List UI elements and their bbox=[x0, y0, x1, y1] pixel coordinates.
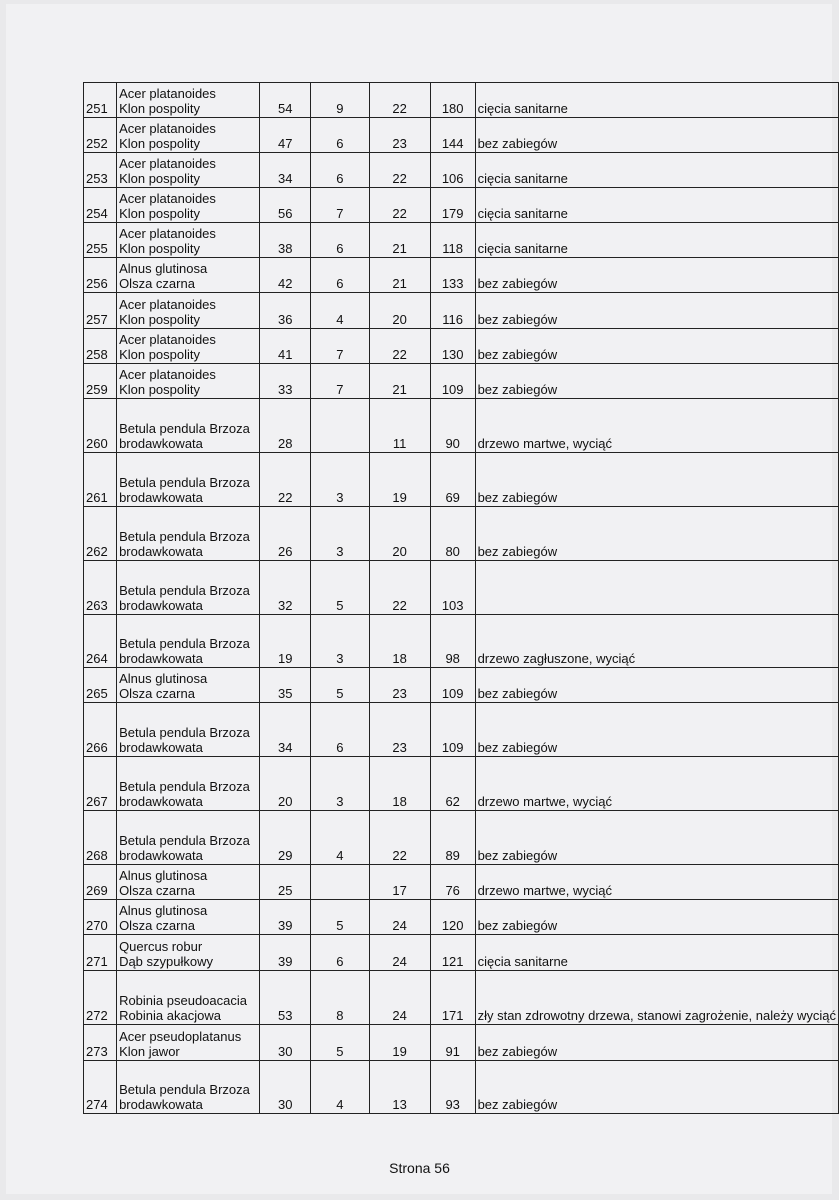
species-cell bbox=[117, 561, 260, 615]
value-cell-4: 69 bbox=[430, 453, 475, 507]
table-row bbox=[84, 118, 839, 153]
species-polish-name: brodawkowata bbox=[119, 1097, 203, 1112]
species-cell bbox=[117, 703, 260, 757]
value-cell-1: 29 bbox=[260, 811, 311, 865]
species-polish-name: Klon pospolity bbox=[119, 382, 201, 397]
species-polish-name: Klon pospolity bbox=[119, 101, 201, 116]
value-cell-2: 6 bbox=[311, 223, 369, 258]
tree-number-cell: 270 bbox=[84, 900, 117, 935]
value-cell-2: 3 bbox=[311, 757, 369, 811]
value-cell-2: 5 bbox=[311, 1025, 369, 1061]
value-cell-1: 39 bbox=[260, 935, 311, 971]
value-cell-4: 116 bbox=[430, 293, 475, 329]
species-latin-name: Alnus glutinosa bbox=[119, 261, 208, 276]
species-polish-name: brodawkowata bbox=[119, 598, 203, 613]
species-latin-name: Betula pendula Brzoza bbox=[119, 833, 250, 848]
tree-number-cell: 258 bbox=[84, 329, 117, 364]
tree-number-cell: 260 bbox=[84, 399, 117, 453]
species-polish-name: brodawkowata bbox=[119, 794, 203, 809]
value-cell-4: 121 bbox=[430, 935, 475, 971]
value-cell-2: 5 bbox=[311, 561, 369, 615]
species-polish-name: brodawkowata bbox=[119, 490, 203, 505]
value-cell-2: 3 bbox=[311, 453, 369, 507]
tree-number-cell: 256 bbox=[84, 258, 117, 293]
value-cell-4: 144 bbox=[430, 118, 475, 153]
value-cell-3: 18 bbox=[369, 757, 430, 811]
table-row bbox=[84, 615, 839, 668]
table-row bbox=[84, 561, 839, 615]
value-cell-2: 4 bbox=[311, 293, 369, 329]
species-cell bbox=[117, 615, 260, 668]
value-cell-4: 109 bbox=[430, 668, 475, 703]
value-cell-2: 5 bbox=[311, 668, 369, 703]
species-latin-name: Robinia pseudoacacia bbox=[119, 993, 247, 1008]
species-cell bbox=[117, 329, 260, 364]
value-cell-3: 11 bbox=[369, 399, 430, 453]
value-cell-3: 24 bbox=[369, 900, 430, 935]
value-cell-3: 18 bbox=[369, 615, 430, 668]
table-row bbox=[84, 1061, 839, 1114]
value-cell-2: 6 bbox=[311, 703, 369, 757]
value-cell-1: 30 bbox=[260, 1025, 311, 1061]
species-polish-name: Olsza czarna bbox=[119, 883, 195, 898]
value-cell-1: 28 bbox=[260, 399, 311, 453]
value-cell-4: 180 bbox=[430, 83, 475, 118]
species-cell bbox=[117, 865, 260, 900]
table-row bbox=[84, 757, 839, 811]
species-cell bbox=[117, 935, 260, 971]
table-row bbox=[84, 83, 839, 118]
species-latin-name: Acer platanoides bbox=[119, 191, 216, 206]
species-cell bbox=[117, 900, 260, 935]
value-cell-1: 34 bbox=[260, 153, 311, 188]
species-latin-name: Betula pendula Brzoza bbox=[119, 529, 250, 544]
species-latin-name: Acer platanoides bbox=[119, 367, 216, 382]
value-cell-1: 38 bbox=[260, 223, 311, 258]
table-row bbox=[84, 223, 839, 258]
species-cell bbox=[117, 453, 260, 507]
tree-number-cell: 267 bbox=[84, 757, 117, 811]
value-cell-1: 22 bbox=[260, 453, 311, 507]
table-row bbox=[84, 900, 839, 935]
tree-number-cell: 257 bbox=[84, 293, 117, 329]
value-cell-3: 22 bbox=[369, 329, 430, 364]
tree-number-cell: 263 bbox=[84, 561, 117, 615]
value-cell-3: 23 bbox=[369, 118, 430, 153]
value-cell-2: 9 bbox=[311, 83, 369, 118]
treatment-note-cell: drzewo zagłuszone, wyciąć bbox=[475, 615, 838, 668]
value-cell-1: 56 bbox=[260, 188, 311, 223]
species-polish-name: brodawkowata bbox=[119, 740, 203, 755]
value-cell-2: 7 bbox=[311, 329, 369, 364]
treatment-note-cell: drzewo martwe, wyciąć bbox=[475, 865, 838, 900]
table-row bbox=[84, 971, 839, 1025]
species-latin-name: Alnus glutinosa bbox=[119, 903, 208, 918]
value-cell-3: 22 bbox=[369, 83, 430, 118]
value-cell-4: 109 bbox=[430, 364, 475, 399]
treatment-note-cell: bez zabiegów bbox=[475, 507, 838, 561]
value-cell-1: 30 bbox=[260, 1061, 311, 1114]
tree-number-cell: 252 bbox=[84, 118, 117, 153]
tree-inventory-table bbox=[83, 82, 839, 1114]
species-cell bbox=[117, 118, 260, 153]
species-cell bbox=[117, 364, 260, 399]
value-cell-1: 20 bbox=[260, 757, 311, 811]
species-latin-name: Betula pendula Brzoza bbox=[119, 779, 250, 794]
treatment-note-cell: bez zabiegów bbox=[475, 1025, 838, 1061]
tree-number-cell: 255 bbox=[84, 223, 117, 258]
value-cell-2: 6 bbox=[311, 935, 369, 971]
species-latin-name: Betula pendula Brzoza bbox=[119, 725, 250, 740]
value-cell-1: 19 bbox=[260, 615, 311, 668]
species-latin-name: Acer platanoides bbox=[119, 297, 216, 312]
tree-number-cell: 269 bbox=[84, 865, 117, 900]
species-cell bbox=[117, 188, 260, 223]
species-cell bbox=[117, 1061, 260, 1114]
value-cell-2: 6 bbox=[311, 118, 369, 153]
species-latin-name: Alnus glutinosa bbox=[119, 671, 208, 686]
value-cell-4: 130 bbox=[430, 329, 475, 364]
table-row bbox=[84, 811, 839, 865]
value-cell-3: 19 bbox=[369, 453, 430, 507]
value-cell-4: 76 bbox=[430, 865, 475, 900]
species-polish-name: Klon pospolity bbox=[119, 241, 201, 256]
value-cell-2: 4 bbox=[311, 811, 369, 865]
tree-number-cell: 273 bbox=[84, 1025, 117, 1061]
species-latin-name: Betula pendula Brzoza bbox=[119, 1082, 250, 1097]
table-row bbox=[84, 507, 839, 561]
species-latin-name: Alnus glutinosa bbox=[119, 868, 208, 883]
species-latin-name: Betula pendula Brzoza bbox=[119, 475, 250, 490]
tree-number-cell: 253 bbox=[84, 153, 117, 188]
treatment-note-cell: bez zabiegów bbox=[475, 364, 838, 399]
value-cell-4: 80 bbox=[430, 507, 475, 561]
value-cell-4: 93 bbox=[430, 1061, 475, 1114]
tree-number-cell: 271 bbox=[84, 935, 117, 971]
treatment-note-cell: bez zabiegów bbox=[475, 668, 838, 703]
species-cell bbox=[117, 1025, 260, 1061]
treatment-note-cell: bez zabiegów bbox=[475, 258, 838, 293]
species-cell bbox=[117, 971, 260, 1025]
value-cell-3: 22 bbox=[369, 153, 430, 188]
value-cell-3: 20 bbox=[369, 507, 430, 561]
tree-number-cell: 261 bbox=[84, 453, 117, 507]
table-row bbox=[84, 399, 839, 453]
tree-number-cell: 265 bbox=[84, 668, 117, 703]
value-cell-3: 24 bbox=[369, 971, 430, 1025]
value-cell-2 bbox=[311, 399, 369, 453]
value-cell-3: 13 bbox=[369, 1061, 430, 1114]
value-cell-4: 120 bbox=[430, 900, 475, 935]
species-polish-name: Klon pospolity bbox=[119, 347, 201, 362]
species-latin-name: Betula pendula Brzoza bbox=[119, 421, 250, 436]
table-row bbox=[84, 668, 839, 703]
value-cell-4: 118 bbox=[430, 223, 475, 258]
species-cell bbox=[117, 507, 260, 561]
species-cell bbox=[117, 258, 260, 293]
value-cell-3: 22 bbox=[369, 811, 430, 865]
value-cell-2: 5 bbox=[311, 900, 369, 935]
species-polish-name: brodawkowata bbox=[119, 848, 203, 863]
value-cell-4: 106 bbox=[430, 153, 475, 188]
treatment-note-cell: bez zabiegów bbox=[475, 329, 838, 364]
table-row bbox=[84, 364, 839, 399]
species-latin-name: Acer platanoides bbox=[119, 156, 216, 171]
value-cell-2: 3 bbox=[311, 615, 369, 668]
value-cell-2: 8 bbox=[311, 971, 369, 1025]
page-number: Strona 56 bbox=[389, 1160, 450, 1176]
tree-number-cell: 251 bbox=[84, 83, 117, 118]
species-polish-name: Robinia akacjowa bbox=[119, 1008, 221, 1023]
value-cell-4: 90 bbox=[430, 399, 475, 453]
value-cell-1: 25 bbox=[260, 865, 311, 900]
tree-number-cell: 259 bbox=[84, 364, 117, 399]
value-cell-1: 26 bbox=[260, 507, 311, 561]
value-cell-2: 6 bbox=[311, 258, 369, 293]
table-row bbox=[84, 935, 839, 971]
species-polish-name: Olsza czarna bbox=[119, 686, 195, 701]
value-cell-2: 3 bbox=[311, 507, 369, 561]
species-latin-name: Betula pendula Brzoza bbox=[119, 583, 250, 598]
value-cell-1: 34 bbox=[260, 703, 311, 757]
value-cell-1: 35 bbox=[260, 668, 311, 703]
value-cell-3: 22 bbox=[369, 188, 430, 223]
species-cell bbox=[117, 153, 260, 188]
treatment-note-cell: bez zabiegów bbox=[475, 118, 838, 153]
table-row bbox=[84, 453, 839, 507]
species-latin-name: Acer platanoides bbox=[119, 86, 216, 101]
value-cell-3: 21 bbox=[369, 258, 430, 293]
value-cell-4: 98 bbox=[430, 615, 475, 668]
value-cell-4: 109 bbox=[430, 703, 475, 757]
species-polish-name: Klon pospolity bbox=[119, 206, 201, 221]
species-latin-name: Betula pendula Brzoza bbox=[119, 636, 250, 651]
species-latin-name: Acer pseudoplatanus bbox=[119, 1029, 242, 1044]
treatment-note-cell: bez zabiegów bbox=[475, 293, 838, 329]
species-cell bbox=[117, 83, 260, 118]
table-row bbox=[84, 1025, 839, 1061]
treatment-note-cell bbox=[475, 561, 838, 615]
value-cell-1: 42 bbox=[260, 258, 311, 293]
value-cell-1: 54 bbox=[260, 83, 311, 118]
table-row bbox=[84, 865, 839, 900]
tree-number-cell: 264 bbox=[84, 615, 117, 668]
species-latin-name: Acer platanoides bbox=[119, 226, 216, 241]
value-cell-1: 39 bbox=[260, 900, 311, 935]
species-cell bbox=[117, 223, 260, 258]
value-cell-4: 179 bbox=[430, 188, 475, 223]
value-cell-4: 91 bbox=[430, 1025, 475, 1061]
species-latin-name: Acer platanoides bbox=[119, 332, 216, 347]
table-row bbox=[84, 329, 839, 364]
value-cell-4: 62 bbox=[430, 757, 475, 811]
value-cell-2 bbox=[311, 865, 369, 900]
value-cell-3: 20 bbox=[369, 293, 430, 329]
value-cell-1: 53 bbox=[260, 971, 311, 1025]
value-cell-2: 7 bbox=[311, 188, 369, 223]
species-polish-name: Klon jawor bbox=[119, 1044, 180, 1059]
species-cell bbox=[117, 399, 260, 453]
treatment-note-cell: bez zabiegów bbox=[475, 453, 838, 507]
value-cell-3: 19 bbox=[369, 1025, 430, 1061]
value-cell-2: 6 bbox=[311, 153, 369, 188]
tree-number-cell: 272 bbox=[84, 971, 117, 1025]
value-cell-1: 32 bbox=[260, 561, 311, 615]
value-cell-4: 133 bbox=[430, 258, 475, 293]
treatment-note-cell: cięcia sanitarne bbox=[475, 188, 838, 223]
value-cell-4: 89 bbox=[430, 811, 475, 865]
species-polish-name: Olsza czarna bbox=[119, 276, 195, 291]
species-cell bbox=[117, 668, 260, 703]
treatment-note-cell: cięcia sanitarne bbox=[475, 153, 838, 188]
treatment-note-cell: drzewo martwe, wyciąć bbox=[475, 399, 838, 453]
species-latin-name: Acer platanoides bbox=[119, 121, 216, 136]
value-cell-3: 17 bbox=[369, 865, 430, 900]
treatment-note-cell: bez zabiegów bbox=[475, 900, 838, 935]
species-cell bbox=[117, 293, 260, 329]
species-polish-name: brodawkowata bbox=[119, 544, 203, 559]
treatment-note-cell: cięcia sanitarne bbox=[475, 935, 838, 971]
value-cell-1: 33 bbox=[260, 364, 311, 399]
value-cell-1: 36 bbox=[260, 293, 311, 329]
species-polish-name: Klon pospolity bbox=[119, 312, 201, 327]
value-cell-3: 23 bbox=[369, 703, 430, 757]
value-cell-2: 4 bbox=[311, 1061, 369, 1114]
tree-number-cell: 262 bbox=[84, 507, 117, 561]
value-cell-3: 22 bbox=[369, 561, 430, 615]
treatment-note-cell: zły stan zdrowotny drzewa, stanowi zagrożenie, należy wyciąć bbox=[475, 971, 838, 1025]
table-row bbox=[84, 188, 839, 223]
species-polish-name: Klon pospolity bbox=[119, 136, 201, 151]
tree-number-cell: 266 bbox=[84, 703, 117, 757]
species-cell bbox=[117, 757, 260, 811]
value-cell-3: 23 bbox=[369, 668, 430, 703]
treatment-note-cell: bez zabiegów bbox=[475, 811, 838, 865]
species-cell bbox=[117, 811, 260, 865]
tree-number-cell: 268 bbox=[84, 811, 117, 865]
species-polish-name: brodawkowata bbox=[119, 651, 203, 666]
table-row bbox=[84, 153, 839, 188]
species-polish-name: Dąb szypułkowy bbox=[119, 954, 213, 969]
species-latin-name: Quercus robur bbox=[119, 939, 203, 954]
value-cell-3: 24 bbox=[369, 935, 430, 971]
species-polish-name: Olsza czarna bbox=[119, 918, 195, 933]
value-cell-4: 103 bbox=[430, 561, 475, 615]
value-cell-1: 47 bbox=[260, 118, 311, 153]
species-polish-name: Klon pospolity bbox=[119, 171, 201, 186]
treatment-note-cell: drzewo martwe, wyciąć bbox=[475, 757, 838, 811]
value-cell-3: 21 bbox=[369, 364, 430, 399]
treatment-note-cell: bez zabiegów bbox=[475, 1061, 838, 1114]
value-cell-3: 21 bbox=[369, 223, 430, 258]
tree-number-cell: 274 bbox=[84, 1061, 117, 1114]
table-row bbox=[84, 293, 839, 329]
value-cell-4: 171 bbox=[430, 971, 475, 1025]
treatment-note-cell: bez zabiegów bbox=[475, 703, 838, 757]
species-polish-name: brodawkowata bbox=[119, 436, 203, 451]
table-row bbox=[84, 703, 839, 757]
value-cell-1: 41 bbox=[260, 329, 311, 364]
value-cell-2: 7 bbox=[311, 364, 369, 399]
table-row bbox=[84, 258, 839, 293]
treatment-note-cell: cięcia sanitarne bbox=[475, 223, 838, 258]
tree-number-cell: 254 bbox=[84, 188, 117, 223]
treatment-note-cell: cięcia sanitarne bbox=[475, 83, 838, 118]
